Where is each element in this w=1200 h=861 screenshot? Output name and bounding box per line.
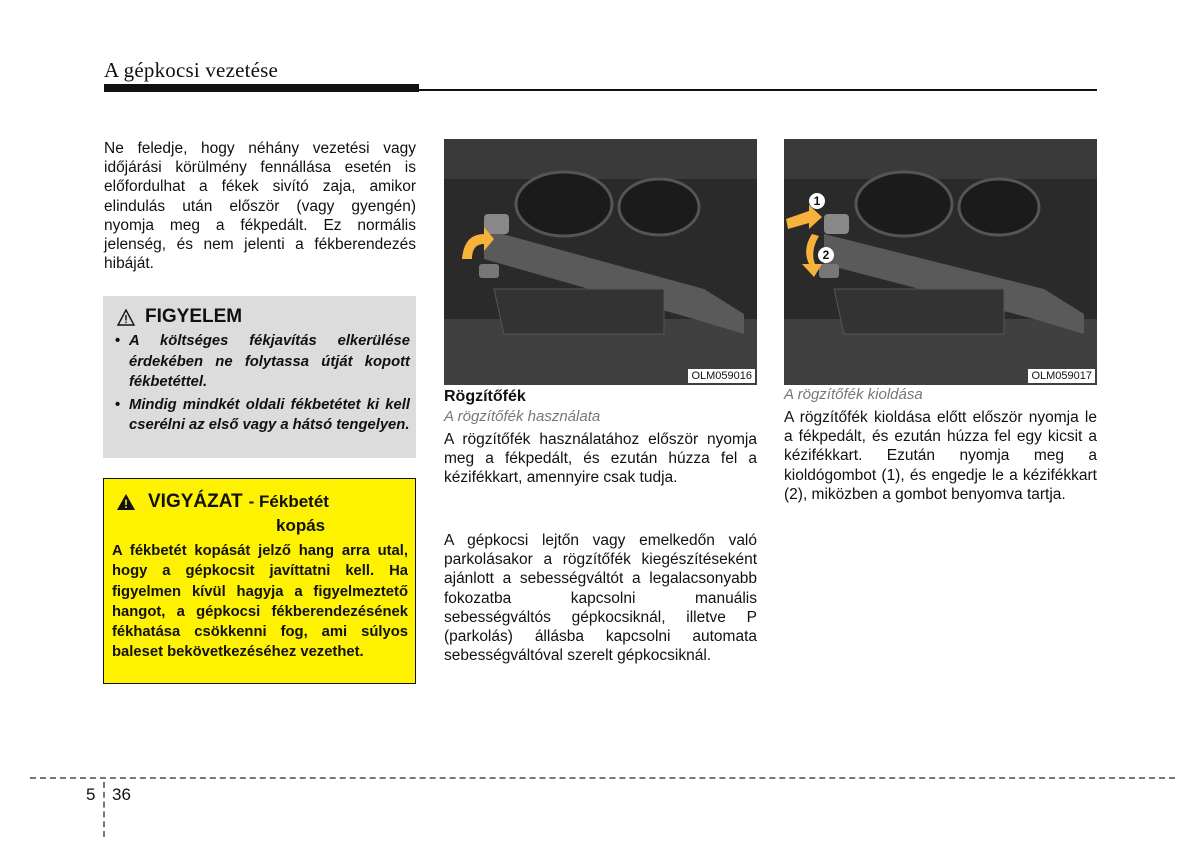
caution-header xyxy=(116,491,406,513)
parking-brake-slope-paragraph: A gépkocsi lejtőn vagy emelkedőn való parkolásakor a rögzítőfék kiegészítéseként ajánlott a sebességváltót a legalacsonyabb fokozatba kapcsolni manuális sebességváltós gépkocsiknál, illetve P (parkolás) állásba kapcsolni automata sebességváltóval szerelt gépkocsiknál. xyxy=(444,532,757,665)
warning-title: FIGYELEM xyxy=(145,306,243,327)
callout-1: 1 xyxy=(809,193,825,209)
warning-header xyxy=(117,306,242,328)
caution-subtitle-part1: - Fékbetét xyxy=(248,492,329,511)
page-number: 36 xyxy=(112,785,131,804)
chapter-number: 5 xyxy=(86,785,96,804)
footer-divider xyxy=(30,777,1175,779)
warning-item: • A költséges fékjavítás elkerülése érdekében ne folytassa útját kopott fékbetéttel. xyxy=(115,331,410,393)
footer-vertical-divider xyxy=(103,782,105,837)
caution-text: A fékbetét kopását jelző hang arra utal, hogy a gépkocsit javíttatni kell. Ha figyelmen kívül hagyja a figyelmeztető hangot, a gépkocsi fékberendezésének fékhatása csökkenni fog, ami súlyos baleset bekövetkezéséhez vezethet. xyxy=(112,543,408,661)
parking-brake-use-subheading: A rögzítőfék használata xyxy=(444,408,601,425)
figure-code: OLM059016 xyxy=(688,369,755,383)
warning-triangle-icon xyxy=(117,309,135,326)
caution-subtitle-part2: kopás xyxy=(276,516,326,535)
warning-list xyxy=(115,331,410,438)
header-rule-thick xyxy=(104,84,419,92)
parking-brake-release-subheading: A rögzítőfék kioldása xyxy=(784,386,923,403)
parking-brake-release-paragraph: A rögzítőfék kioldása előtt először nyomja le a fékpedált, és ezután húzza fel egy kicsit a kézifékkart. Ezután nyomja meg a kioldógombot (1), és engedje le a kézifékkart (2), miközben a gombot benyomva tartja. xyxy=(784,409,1097,503)
parking-brake-release-illustration xyxy=(784,139,1097,385)
callout-2: 2 xyxy=(818,247,834,263)
warning-triangle-icon xyxy=(116,493,136,511)
header-rule-thin xyxy=(419,89,1097,91)
warning-box xyxy=(103,296,416,458)
warning-item: • Mindig mindkét oldali fékbetétet ki kell cserélni az első vagy a hátsó tengelyen. xyxy=(115,395,410,436)
parking-brake-heading: Rögzítőfék xyxy=(444,388,526,405)
parking-brake-illustration xyxy=(444,139,757,385)
intro-paragraph: Ne feledje, hogy néhány vezetési vagy időjárási körülmény fennállása esetén is előfordulhat a fékek sivító zaja, amikor elindulás után először (vagy gyengén) nyomja meg a fékpedált. Ez normális jelenség, és nem jelenti a fékberendezés hibáját. xyxy=(104,140,416,273)
parking-brake-use-paragraph: A rögzítőfék használatához először nyomja meg a fékpedált, és ezután húzza fel a kézifékkart, amennyire csak tudja. xyxy=(444,431,757,487)
figure-code: OLM059017 xyxy=(1028,369,1095,383)
page-header-title: A gépkocsi vezetése xyxy=(104,58,279,82)
parking-brake-release-photo xyxy=(784,139,1097,385)
caution-title: VIGYÁZAT xyxy=(148,491,243,512)
caution-box xyxy=(103,478,416,684)
parking-brake-photo xyxy=(444,139,757,385)
